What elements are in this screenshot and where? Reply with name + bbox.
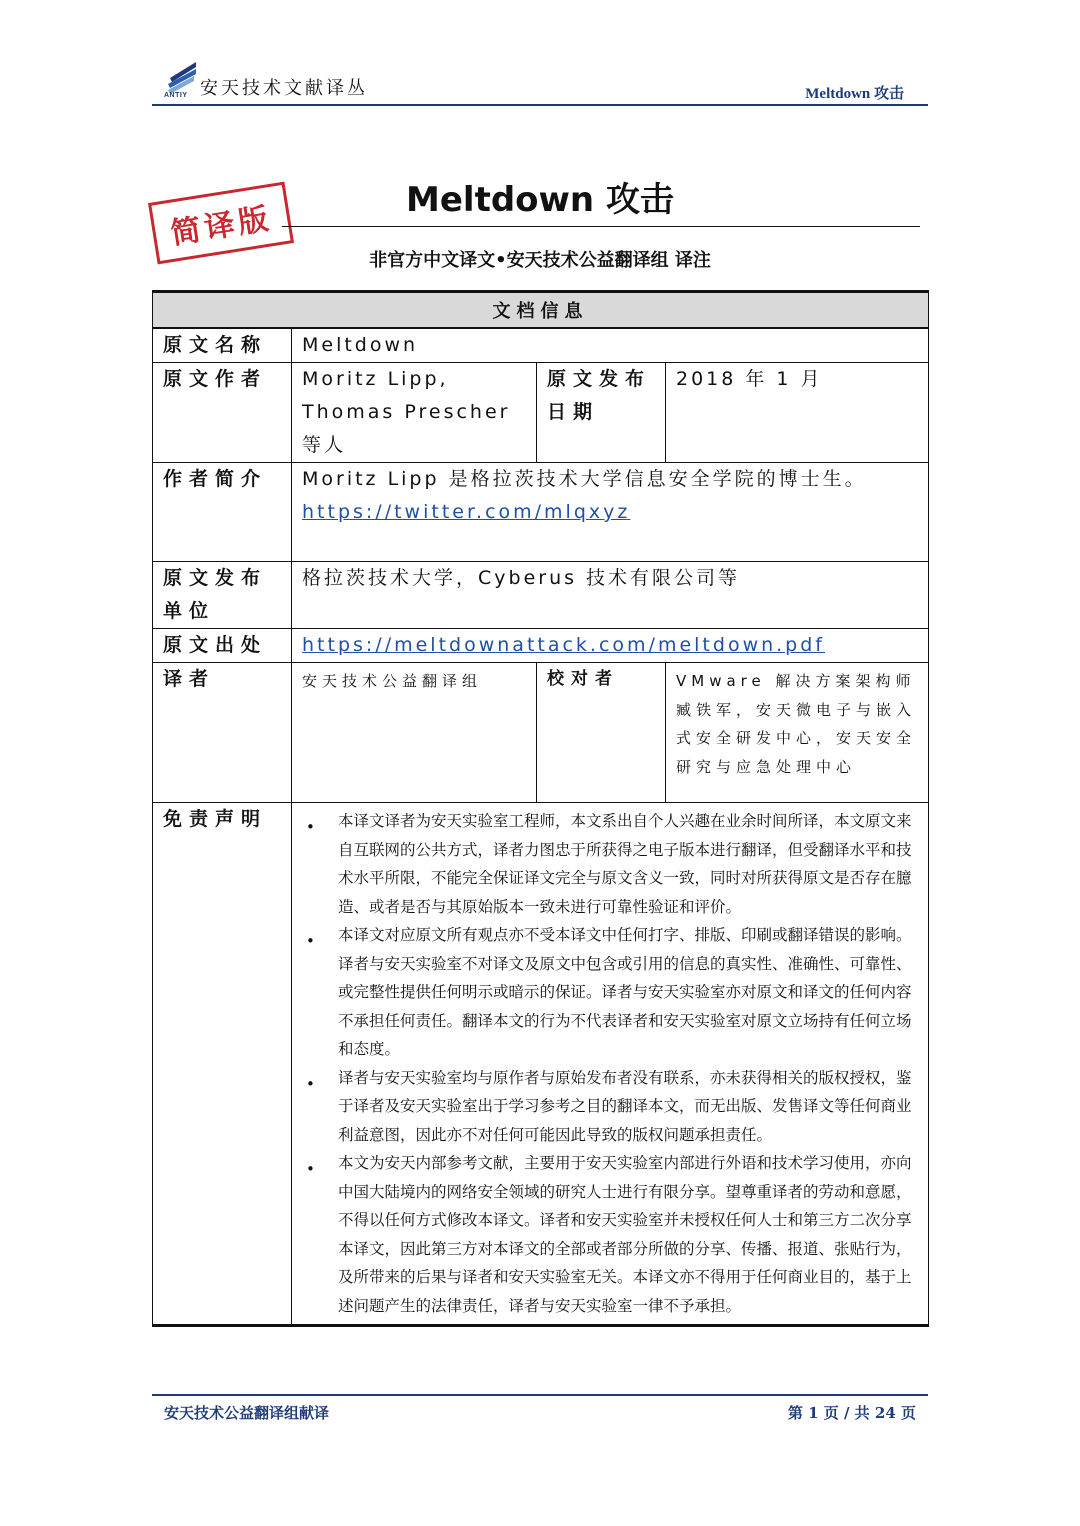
- table-heading: 文档信息: [153, 292, 929, 329]
- proofreader-label: 校对者: [537, 663, 666, 803]
- translator-label: 译者: [153, 663, 292, 803]
- proofreader-value: VMware 解决方案架构师臧铁军，安天微电子与嵌入式安全研发中心，安天安全研究与应急处理中心: [666, 663, 929, 803]
- date-label: 原文发布日期: [537, 363, 666, 463]
- disclaimer-item: • 本译文对应原文所有观点亦不受本译文中任何打字、排版、印刷或翻译错误的影响。译者与安天实验室不对译文及原文中包含或引用的信息的真实性、准确性、可靠性、或完整性提供任何明示或暗示的保证。译者与安天实验室亦对原文和译文的任何内容不承担任何责任。翻译本文的行为不代表译者和安天实验室对原文立场持有任何立场和态度。: [300, 921, 920, 1064]
- source-label: 原文出处: [153, 629, 292, 663]
- header-doc-title: Meltdown 攻击: [805, 86, 904, 102]
- bio-label: 作者简介: [153, 463, 292, 562]
- date-value: 2018 年 1 月: [666, 363, 929, 463]
- source-link[interactable]: https://meltdownattack.com/meltdown.pdf: [292, 629, 929, 663]
- disclaimer-item: • 本文为安天内部参考文献，主要用于安天实验室内部进行外语和技术学习使用，亦向中国大陆境内的网络安全领域的研究人士进行有限分享。望尊重译者的劳动和意愿，不得以任何方式修改本译文。译者和安天实验室并未授权任何人士和第三方二次分享本译文，因此第三方对本译文的全部或者部分所做的分享、传播、报道、张贴行为，及所带来的后果与译者和安天实验室无关。本译文亦不得用于任何商业目的，基于上述问题产生的法律责任，译者与安天实验室一律不予承担。: [300, 1149, 920, 1320]
- title-rule: [282, 226, 920, 227]
- edition-stamp: 简译版: [148, 182, 294, 265]
- disclaimer-item: • 本译文译者为安天实验室工程师，本文系出自个人兴趣在业余时间所译，本文原文来自互联网的公共方式，译者力图忠于所获得之电子版本进行翻译，但受翻译水平和技术水平所限，不能完全保证译文完全与原文含义一致，同时对所获得原文是否存在臆造、或者是否与其原始版本一致未进行可靠性验证和评价。: [300, 807, 920, 921]
- org-label: 原文发布单位: [153, 562, 292, 629]
- page-number: 第 1 页 / 共 24 页: [787, 1404, 916, 1422]
- org-value: 格拉茨技术大学，Cyberus 技术有限公司等: [292, 562, 929, 629]
- disclaimer-label: 免责声明: [153, 803, 292, 1326]
- page-title: Meltdown 攻击: [406, 180, 674, 220]
- header-rule: [152, 104, 928, 106]
- page-subtitle: 非官方中文译文•安天技术公益翻译组 译注: [369, 250, 711, 271]
- series-title: 安天技术文献译丛: [200, 78, 368, 99]
- name-value: Meltdown: [292, 328, 929, 363]
- bio-twitter-link[interactable]: https://twitter.com/mlqxyz: [302, 501, 631, 523]
- translator-value: 安天技术公益翻译组: [292, 663, 537, 803]
- disclaimer-cell: [292, 803, 929, 1326]
- logo-text: ANTIY: [164, 92, 188, 99]
- name-label: 原文名称: [153, 328, 292, 363]
- document-info-table: [152, 290, 929, 1327]
- bio-cell: [292, 463, 929, 562]
- bio-value: Moritz Lipp 是格拉茨技术大学信息安全学院的博士生。: [302, 468, 867, 490]
- author-value: Moritz Lipp, Thomas Prescher 等人: [292, 363, 537, 463]
- footer-credit: 安天技术公益翻译组献译: [164, 1404, 330, 1422]
- disclaimer-item: • 译者与安天实验室均与原作者与原始发布者没有联系，亦未获得相关的版权授权，鉴于译者及安天实验室出于学习参考之目的翻译本文，而无出版、发售译文等任何商业利益意图，因此亦不对任何可能因此导致的版权问题承担责任。: [300, 1064, 920, 1150]
- footer-rule: [152, 1394, 928, 1396]
- author-label: 原文作者: [153, 363, 292, 463]
- disclaimer-list: [300, 807, 920, 1320]
